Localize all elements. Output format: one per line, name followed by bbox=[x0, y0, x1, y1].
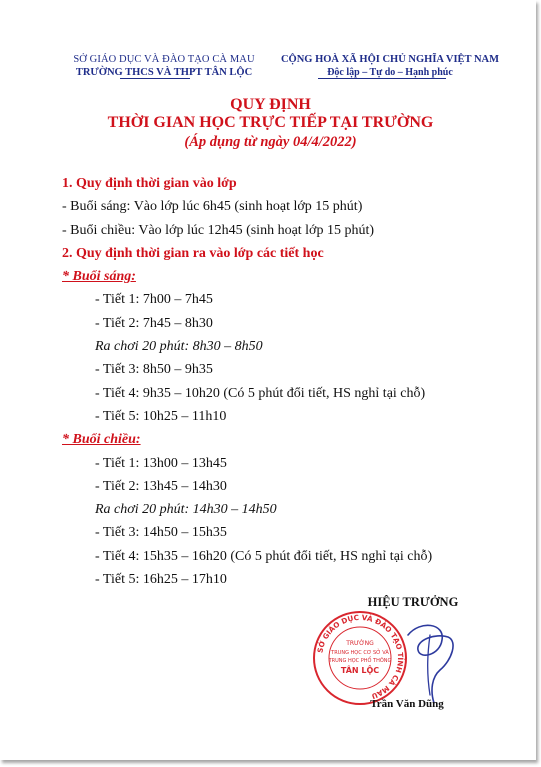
afternoon-period-1: - Tiết 1: 13h00 – 13h45 bbox=[95, 455, 227, 471]
principal-name: Trần Văn Dũng bbox=[370, 698, 444, 710]
morning-period-1: - Tiết 1: 7h00 – 7h45 bbox=[95, 292, 213, 308]
document-body bbox=[62, 172, 522, 591]
morning-period-4: - Tiết 4: 9h35 – 10h20 (Có 5 phút đổi tiết, HS nghỉ tại chỗ) bbox=[95, 385, 426, 401]
doc-effective-date: (Áp dụng từ ngày 04/4/2022) bbox=[184, 134, 357, 150]
national-title: CỘNG HOÀ XÃ HỘI CHỦ NGHĨA VIỆT NAM bbox=[280, 54, 500, 65]
section-1-afternoon: - Buổi chiều: Vào lớp lúc 12h45 (sinh hoạt lớp 15 phút) bbox=[62, 222, 375, 238]
section-1-morning: - Buổi sáng: Vào lớp lúc 6h45 (sinh hoạt lớp 15 phút) bbox=[62, 199, 363, 215]
morning-period-2: - Tiết 2: 7h45 – 8h30 bbox=[95, 315, 213, 331]
national-motto: Độc lập – Tự do – Hạnh phúc bbox=[327, 67, 453, 78]
header-right-underline bbox=[318, 78, 446, 79]
morning-label: * Buổi sáng: bbox=[62, 269, 136, 285]
morning-period-3: - Tiết 3: 8h50 – 9h35 bbox=[95, 362, 213, 378]
doc-title: THỜI GIAN HỌC TRỰC TIẾP TẠI TRƯỜNG bbox=[107, 114, 434, 131]
morning-break: Ra chơi 20 phút: 8h30 – 8h50 bbox=[95, 339, 263, 355]
handwritten-signature bbox=[390, 615, 470, 710]
seal-ring-text: SỞ GIÁO DỤC VÀ ĐÀO TẠO TỈNH CÀ MAU bbox=[315, 612, 406, 701]
morning-period-5: - Tiết 5: 10h25 – 11h10 bbox=[95, 408, 227, 424]
seal-line-2: TRUNG HỌC CƠ SỞ VÀ bbox=[331, 650, 389, 656]
seal-line-1: TRƯỜNG bbox=[346, 640, 374, 647]
afternoon-period-5: - Tiết 5: 16h25 – 17h10 bbox=[95, 572, 227, 588]
doc-title-type: QUY ĐỊNH bbox=[230, 96, 311, 113]
section-1-heading: 1. Quy định thời gian vào lớp bbox=[62, 176, 237, 191]
seal-line-4: TÂN LỘC bbox=[340, 666, 380, 675]
school-name: TRƯỜNG THCS VÀ THPT TÂN LỘC bbox=[75, 67, 253, 78]
header-left-underline bbox=[120, 78, 190, 79]
header-left bbox=[64, 53, 264, 79]
afternoon-label: * Buổi chiều: bbox=[62, 432, 141, 448]
department-name: SỞ GIÁO DỤC VÀ ĐÀO TẠO CÀ MAU bbox=[73, 54, 255, 65]
afternoon-period-3: - Tiết 3: 14h50 – 15h35 bbox=[95, 525, 227, 541]
header-right bbox=[270, 53, 510, 79]
seal-line-3: TRUNG HỌC PHỔ THÔNG bbox=[328, 658, 392, 664]
principal-title: HIỆU TRƯỞNG bbox=[367, 595, 459, 609]
afternoon-period-4: - Tiết 4: 15h35 – 16h20 (Có 5 phút đổi tiết, HS nghỉ tại chỗ) bbox=[95, 548, 433, 564]
afternoon-period-2: - Tiết 2: 13h45 – 14h30 bbox=[95, 478, 227, 494]
afternoon-break: Ra chơi 20 phút: 14h30 – 14h50 bbox=[95, 502, 277, 518]
section-2-heading: 2. Quy định thời gian ra vào lớp các tiết học bbox=[62, 245, 324, 261]
